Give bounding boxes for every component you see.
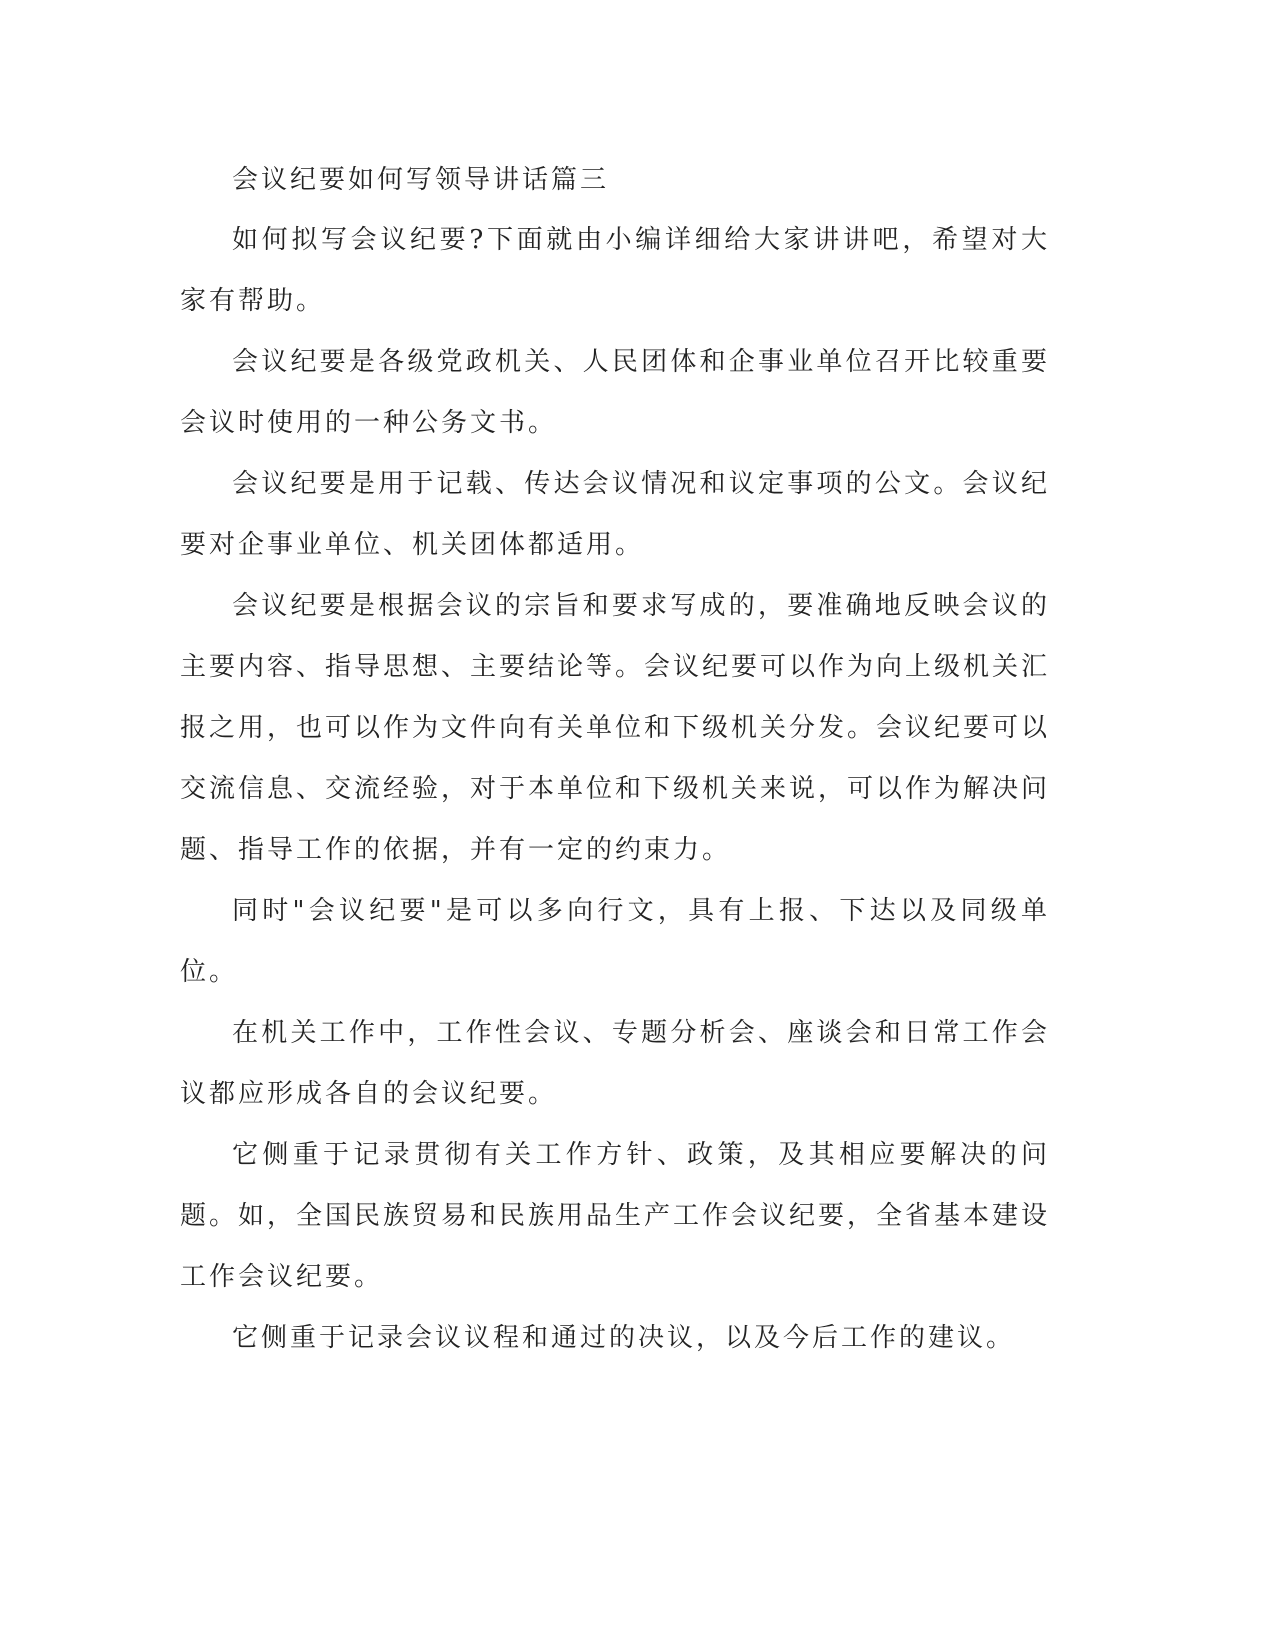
paragraph-2: 会议纪要是各级党政机关、人民团体和企事业单位召开比较重要会议时使用的一种公务文书。 (180, 347, 1050, 438)
paragraph-4: 会议纪要是根据会议的宗旨和要求写成的，要准确地反映会议的主要内容、指导思想、主要结论等。会议纪要可以作为向上级机关汇报之用，也可以作为文件向有关单位和下级机关分发。会议纪要可以交流信息、交流经验，对于本单位和下级机关来说，可以作为解决问题、指导工作的依据，并有一定的约束力。 (180, 591, 1051, 865)
document-page (180, 150, 1050, 1369)
paragraph-7: 它侧重于记录贯彻有关工作方针、政策，及其相应要解决的问题。如，全国民族贸易和民族用品生产工作会议纪要，全省基本建设工作会议纪要。 (180, 1140, 1051, 1292)
document-title: 会议纪要如何写领导讲话篇三 (232, 165, 610, 195)
paragraph-5: 同时"会议纪要"是可以多向行文，具有上报、下达以及同级单位。 (180, 896, 1050, 987)
paragraph-1: 如何拟写会议纪要?下面就由小编详细给大家讲讲吧，希望对大家有帮助。 (180, 225, 1050, 316)
paragraph-3: 会议纪要是用于记载、传达会议情况和议定事项的公文。会议纪要对企事业单位、机关团体都适用。 (180, 469, 1050, 560)
paragraph-6: 在机关工作中，工作性会议、专题分析会、座谈会和日常工作会议都应形成各自的会议纪要。 (180, 1018, 1050, 1109)
paragraph-8: 它侧重于记录会议议程和通过的决议，以及今后工作的建议。 (232, 1323, 1016, 1353)
